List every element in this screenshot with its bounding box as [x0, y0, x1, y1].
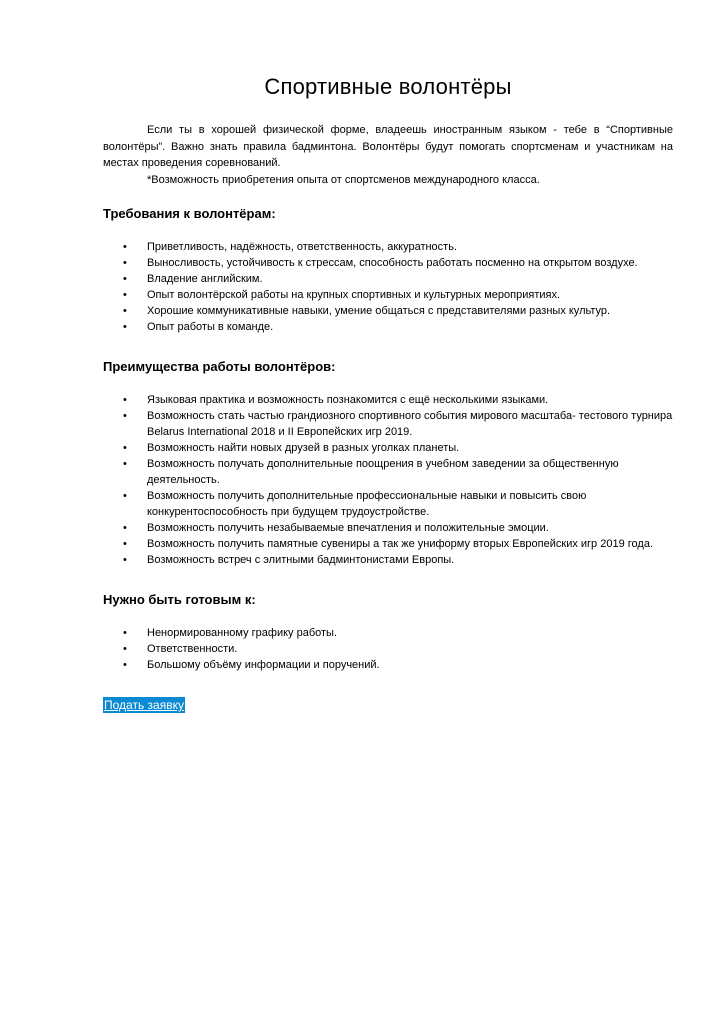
bullet-icon: •: [123, 305, 127, 317]
list-item-text: Возможность найти новых друзей в разных уголках планеты.: [147, 442, 460, 454]
list-item-text: Возможность получить дополнительные профессиональные навыки и повысить свою конкурентоспособность при будущем трудоустройстве.: [147, 490, 587, 518]
benefits-heading: Преимущества работы волонтёров:: [103, 359, 336, 374]
list-item-text: Владение английским.: [147, 273, 263, 285]
list-item-text: Опыт работы в команде.: [147, 321, 274, 333]
list-item-text: Возможность получить незабываемые впечатления и положительные эмоции.: [147, 522, 549, 534]
bullet-icon: •: [123, 289, 127, 301]
list-item-text: Опыт волонтёрской работы на крупных спортивных и культурных мероприятиях.: [147, 289, 561, 301]
list-item: [103, 536, 673, 552]
bullet-icon: •: [123, 257, 127, 269]
list-item: [103, 408, 673, 440]
bullet-icon: •: [123, 643, 127, 655]
apply-link[interactable]: Подать заявку: [104, 698, 184, 712]
bullet-icon: •: [123, 490, 127, 502]
bullet-icon: •: [123, 394, 127, 406]
bullet-icon: •: [123, 554, 127, 566]
bullet-icon: •: [123, 273, 127, 285]
list-item: [103, 552, 673, 568]
list-item: [103, 440, 673, 456]
list-item-text: Ненормированному графику работы.: [147, 627, 338, 639]
list-item: [103, 520, 673, 536]
readiness-list: [103, 625, 673, 673]
document-page: [103, 72, 673, 714]
list-item: [103, 239, 673, 255]
bullet-icon: •: [123, 538, 127, 550]
list-item-text: Приветливость, надёжность, ответственность, аккуратность.: [147, 241, 457, 253]
list-item-text: Возможность встреч с элитными бадминтонистами Европы.: [147, 554, 455, 566]
intro-note: *Возможность приобретения опыта от спортсменов международного класса.: [147, 173, 540, 186]
list-item: [103, 271, 673, 287]
list-item: [103, 392, 673, 408]
list-item: [103, 641, 673, 657]
requirements-list: [103, 239, 673, 335]
list-item-text: Возможность получить памятные сувениры а так же униформу вторых Европейских игр 2019 года.: [147, 538, 653, 550]
list-item: [103, 303, 673, 319]
bullet-icon: •: [123, 442, 127, 454]
readiness-heading: Нужно быть готовым к:: [103, 592, 256, 607]
bullet-icon: •: [123, 410, 127, 422]
page-title: Спортивные волонтёры: [264, 74, 512, 99]
list-item: [103, 456, 673, 488]
list-item-text: Большому объёму информации и поручений.: [147, 659, 380, 671]
list-item-text: Возможность стать частью грандиозного спортивного события мирового масштаба- тестового турнира Belarus International 2018 и II Европейских игр 2019.: [147, 410, 673, 438]
list-item: [103, 255, 673, 271]
list-item-text: Хорошие коммуникативные навыки, умение общаться с представителями разных культур.: [147, 305, 611, 317]
intro-section: [103, 122, 673, 188]
list-item-text: Выносливость, устойчивость к стрессам, способность работать посменно на открытом воздухе.: [147, 257, 638, 269]
list-item-text: Языковая практика и возможность познакомится с ещё несколькими языками.: [147, 394, 549, 406]
list-item: [103, 657, 673, 673]
intro-paragraph: Если ты в хорошей физической форме, владеешь иностранным языком - тебе в “Спортивные волонтёры”. Важно знать правила бадминтона. Волонтёры будут помогать спортсменам и участникам на местах проведения соревнований.: [103, 124, 673, 169]
requirements-heading: Требования к волонтёрам:: [103, 206, 276, 221]
bullet-icon: •: [123, 627, 127, 639]
bullet-icon: •: [123, 241, 127, 253]
bullet-icon: •: [123, 458, 127, 470]
list-item: [103, 319, 673, 335]
bullet-icon: •: [123, 522, 127, 534]
bullet-icon: •: [123, 659, 127, 671]
list-item: [103, 488, 673, 520]
list-item: [103, 625, 673, 641]
bullet-icon: •: [123, 321, 127, 333]
list-item: [103, 287, 673, 303]
benefits-list: [103, 392, 673, 568]
list-item-text: Ответственности.: [147, 643, 238, 655]
list-item-text: Возможность получать дополнительные поощрения в учебном заведении за общественную деятельность.: [147, 458, 619, 486]
